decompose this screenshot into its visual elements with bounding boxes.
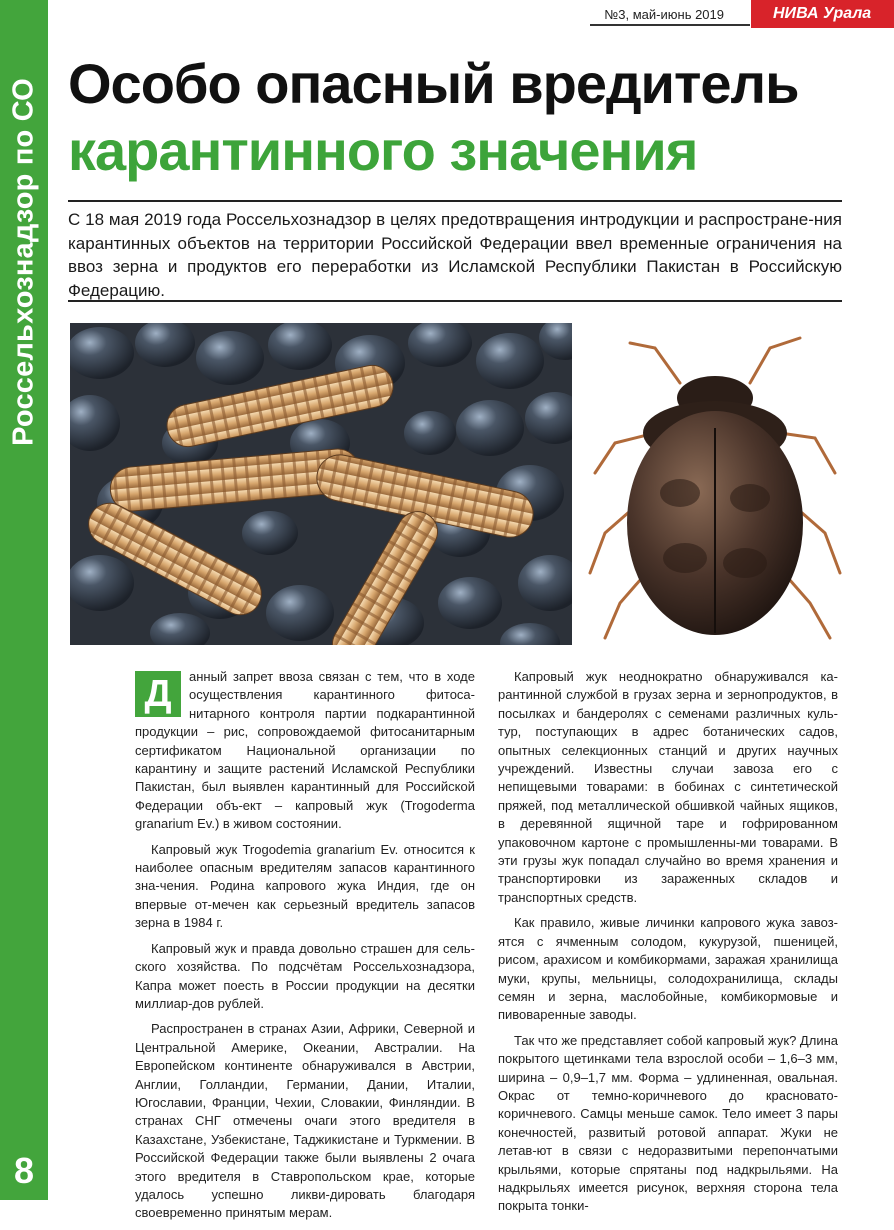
article-column-2 — [498, 668, 838, 1223]
khapra-beetle-photo — [585, 323, 845, 645]
article-paragraph: Так что же представляет собой капровый жук? Длина покрытого щетинками тела взрослой особи – 1,6–3 мм, ширина – 0,9–1,7 мм. Форма – удлиненная, овальная. Окрас от темно-коричневого до красновато-коричневого. Самцы меньше самок. Тело имеет 3 пары конечностей, развитый ротовой аппарат. Жуки не летав-ют в связи с недоразвитыми перепончатыми крыльями, которые спрятаны под надкрыльями. На надкрыльях имеется рисунок, верхняя сторона тела покрыта тонки- — [498, 1032, 838, 1214]
lead-bottom-rule — [68, 300, 842, 302]
article-paragraph: Распространен в странах Азии, Африки, Северной и Центральной Америке, Океании, Австралии. На Европейском континенте обнаруживался в Австрии, Англии, Голландии, Германии, Дании, Италии, Югославии, Франции, Чехии, Словакии, Финляндии. В странах СНГ отмечены очаги этого вредителя в Казахстане, Узбекистане, Таджикистане и Туркмении. В Российской Федерации также были выявлены 2 очага этого вредителя в Ставропольском крае, которые удалось успешно ликви-дировать благодаря своевременно принятым мерам. — [135, 1021, 475, 1221]
article-paragraph — [135, 668, 475, 834]
lead-paragraph: С 18 мая 2019 года Россельхознадзор в целях предотвращения интродукции и распростране-ния карантинных объектов на территории Российской Федерации ввел временные ограничения на ввоз зерна и продуктов его переработки из Исламской Республики Пакистан в Российскую Федерацию. — [68, 210, 842, 300]
headline-line-2: карантинного значения — [68, 119, 698, 182]
lead-top-rule — [68, 200, 842, 202]
larvae-illustration — [70, 323, 572, 645]
section-label: Россельхознадзор по СО — [7, 78, 40, 446]
drop-cap: Д — [135, 671, 181, 717]
section-sidebar — [0, 0, 48, 1200]
article-paragraph: Капровый жук и правда довольно страшен для сель-ского хозяйства. По подсчётам Россельхознадзора, Капра может поесть в России продукции на десятки миллиар-дов рублей. — [135, 940, 475, 1011]
headline-line-1: Особо опасный вредитель — [68, 52, 799, 115]
page-number: 8 — [13, 1150, 35, 1191]
paragraph-text: анный запрет ввоза связан с тем, что в ходе осуществления карантинного фитоса-нитарного контроля партии подкарантинной продукции – рис, сопровождаемой фитосанитарным сертификатом Национальной организации по карантину и защите растений Исламской Республики Пакистан, был выявлен карантинный для Российской Федерации объ-ект – капровый жук (Trogoderma granarium Ev.) в живом состоянии. — [135, 669, 475, 832]
issue-label: №3, май-июнь 2019 — [590, 0, 750, 26]
article-paragraph: Как правило, живые личинки капрового жука завоз-ятся с ячменным солодом, кукурузой, пшеницей, рисом, арахисом и комбикормами, заражая хранилища муки, крупы, мельницы, солодохранилища, склады семян и зерна, маслобойные, комбикормовые и пивоваренные заводы. — [498, 915, 838, 1023]
article-column-1 — [135, 668, 475, 1230]
article-paragraph: Капровый жук неоднократно обнаруживался ка-рантинной службой в грузах зерна и зернопродуктов, в посылках и бандеролях с семенами различных куль-тур, поступающих в адрес ботанических садов, опытных селекционных станций и других научных учреждений. Известны случаи завоза его с непищевыми товарами: в бобинах с синтетической пряжей, под металлической обшивкой чайных ящиков, в деревянной ящичной таре и гофрированном упаковочном картоне с промышленны-ми товарами. В эти грузы жук попадал случайно во время хранения и транспортировки из зараженных складов и транспортных средств. — [498, 669, 838, 905]
article-paragraph: Капровый жук Trogodemia granarium Ev. относится к наиболее опасным вредителям запасов карантинного зна-чения. Родина капрового жука Индия, где он впервые от-мечен как серьезный вредитель запасов зерна в 1984 г. — [135, 841, 475, 931]
larvae-on-seeds-photo — [70, 323, 572, 645]
beetle-illustration — [585, 323, 845, 645]
magazine-logo: НИВА Урала — [751, 0, 894, 28]
